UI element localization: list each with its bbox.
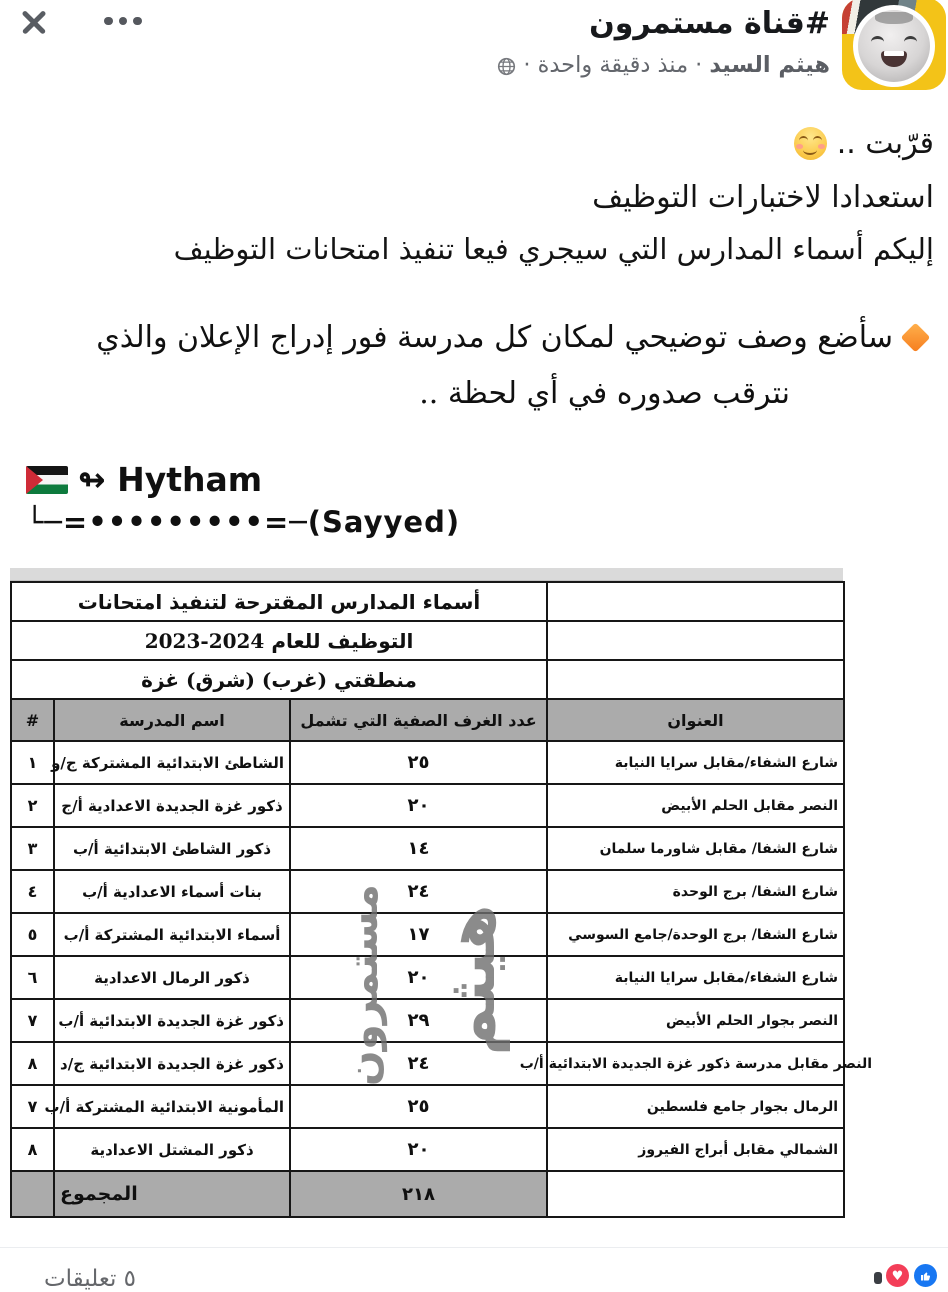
address-cell bbox=[547, 827, 844, 870]
address-cell bbox=[519, 1042, 873, 1085]
table-row bbox=[11, 827, 844, 870]
post-text-line: سأضع وصف توضيحي لمكان كل مدرسة فور إدراج الإعلان والذي bbox=[96, 320, 934, 355]
school-name-cell: ذكور المشتل الاعدادية bbox=[54, 1128, 290, 1171]
avatar-ring bbox=[853, 5, 935, 87]
channel-title[interactable]: #قناة مستمرون bbox=[589, 6, 830, 41]
table-title-cell: منطقتي (غرب) (شرق) غزة bbox=[11, 660, 547, 699]
address-text: شارع الشفا/ مقابل شاورما سلمان bbox=[599, 840, 839, 857]
rooms-count-cell: ٢٠ bbox=[290, 956, 547, 999]
blush-smile-emoji bbox=[794, 127, 827, 160]
row-number-cell: ٧ bbox=[11, 1085, 54, 1128]
table-title-empty-cell bbox=[547, 582, 844, 621]
row-number-cell: ٥ bbox=[11, 913, 54, 956]
address-cell bbox=[547, 1128, 844, 1171]
table-row bbox=[11, 784, 844, 827]
table-row bbox=[11, 1085, 844, 1128]
table-title-row bbox=[11, 621, 844, 660]
address-text: شارع الشفا/ برج الوحدة/جامع السوسي bbox=[568, 926, 839, 943]
table-total-row bbox=[11, 1171, 844, 1217]
rooms-count-cell: ١٤ bbox=[290, 827, 547, 870]
post-text-line: إليكم أسماء المدارس التي سيجري فيعا تنفيذ امتحانات التوظيف bbox=[173, 232, 934, 266]
row-number-cell: ٨ bbox=[11, 1042, 54, 1085]
total-address-empty-cell bbox=[547, 1171, 844, 1217]
more-dots-icon bbox=[104, 17, 113, 26]
row-number-cell: ٦ bbox=[11, 956, 54, 999]
meta-dot: · bbox=[523, 52, 531, 78]
timestamp[interactable]: منذ دقيقة واحدة bbox=[537, 52, 689, 78]
more-dots-icon bbox=[133, 17, 142, 26]
table-row bbox=[11, 956, 844, 999]
rooms-count-cell: ١٧ bbox=[290, 913, 547, 956]
table-row bbox=[11, 913, 844, 956]
watermark-haytham: هيثم bbox=[433, 904, 510, 1056]
signature-name: ↬ Hytham bbox=[78, 460, 263, 499]
table-header-row bbox=[11, 699, 844, 741]
schools-table bbox=[10, 581, 873, 1218]
table-title-empty-cell bbox=[547, 660, 844, 699]
total-empty-cell bbox=[11, 1171, 54, 1217]
post-text-line: قرّبت .. bbox=[784, 126, 934, 161]
table-row bbox=[11, 999, 844, 1042]
table-title-empty-cell bbox=[547, 621, 844, 660]
palestine-flag-emoji bbox=[26, 466, 68, 494]
school-name-cell: ذكور الرمال الاعدادية bbox=[54, 956, 290, 999]
row-number-cell: ١ bbox=[11, 741, 54, 784]
reaction-count-sliver bbox=[874, 1272, 882, 1284]
love-reaction-icon[interactable]: ♥ bbox=[885, 1263, 910, 1288]
table-title-cell: التوظيف للعام 2024-2023 bbox=[11, 621, 547, 660]
rooms-count-cell: ٢٤ bbox=[290, 870, 547, 913]
school-name-cell: ذكور غزة الجديدة الابتدائية ج/د bbox=[54, 1042, 290, 1085]
rooms-count-cell: ٢٤ bbox=[290, 1042, 547, 1085]
address-text: شارع الشفاء/مقابل سرايا النيابة bbox=[614, 969, 839, 986]
address-text: الرمال بجوار جامع فلسطين bbox=[646, 1098, 839, 1115]
like-reaction-icon[interactable] bbox=[913, 1263, 938, 1288]
table-top-sliver bbox=[10, 568, 843, 581]
table-title-row bbox=[11, 660, 844, 699]
address-text: النصر بجوار الحلم الأبيض bbox=[666, 1012, 839, 1029]
rooms-count-cell: ٢٠ bbox=[290, 784, 547, 827]
orange-diamond-emoji bbox=[901, 323, 931, 353]
close-button[interactable] bbox=[16, 4, 52, 40]
row-number-cell: ٣ bbox=[11, 827, 54, 870]
column-header-cell: اسم المدرسة bbox=[54, 699, 290, 741]
table-row bbox=[11, 870, 844, 913]
globe-privacy-icon bbox=[497, 57, 516, 76]
schools-table-image[interactable] bbox=[10, 568, 880, 1218]
school-name-cell: ذكور غزة الجديدة الاعدادية أ/ج bbox=[54, 784, 290, 827]
address-cell bbox=[547, 870, 844, 913]
laughing-baby-photo bbox=[858, 10, 930, 82]
school-name-cell: بنات أسماء الاعدادية أ/ب bbox=[54, 870, 290, 913]
column-header-cell: # bbox=[11, 699, 54, 741]
address-text: الشمالي مقابل أبراج الفيروز bbox=[638, 1141, 839, 1158]
author-name[interactable]: هيثم السيد bbox=[709, 52, 830, 78]
more-dots-icon bbox=[119, 17, 128, 26]
column-header-cell: العنوان bbox=[547, 699, 844, 741]
signature-decoration: └─=•••••••••=─(Sayyed) bbox=[26, 505, 461, 539]
school-name-cell: ذكور الشاطئ الابتدائية أ/ب bbox=[54, 827, 290, 870]
address-cell bbox=[547, 1085, 844, 1128]
more-options-button[interactable] bbox=[104, 8, 160, 34]
total-rooms-cell: ٢١٨ bbox=[290, 1171, 547, 1217]
channel-avatar[interactable] bbox=[842, 0, 946, 90]
address-text: النصر مقابل مدرسة ذكور غزة الجديدة الابتدائية أ/ب bbox=[519, 1055, 873, 1072]
watermark-mustamirron: مستمرون bbox=[338, 883, 387, 1087]
table-row bbox=[11, 1042, 844, 1085]
row-number-cell: ٨ bbox=[11, 1128, 54, 1171]
address-text: شارع الشفا/ برج الوحدة bbox=[672, 883, 839, 900]
address-text: النصر مقابل الحلم الأبيض bbox=[661, 797, 839, 814]
post-meta bbox=[497, 52, 830, 78]
rooms-count-cell: ٢٥ bbox=[290, 1085, 547, 1128]
post-text-line: نترقب صدوره في أي لحظة .. bbox=[419, 376, 790, 411]
row-number-cell: ٧ bbox=[11, 999, 54, 1042]
reactions-summary[interactable] bbox=[874, 1263, 938, 1288]
column-header-cell: عدد الغرف الصفية التي تشمل bbox=[290, 699, 547, 741]
school-name-cell: الشاطئ الابتدائية المشتركة ج/و bbox=[54, 741, 290, 784]
rooms-count-cell: ٢٠ bbox=[290, 1128, 547, 1171]
address-text: شارع الشفاء/مقابل سرايا النيابة bbox=[614, 754, 839, 771]
table-title-row bbox=[11, 582, 844, 621]
signature-line bbox=[26, 460, 262, 499]
comments-count[interactable]: ٥ تعليقات bbox=[44, 1266, 137, 1292]
address-cell bbox=[547, 913, 844, 956]
address-cell bbox=[547, 784, 844, 827]
rooms-count-cell: ٢٩ bbox=[290, 999, 547, 1042]
total-label-cell: المجموع bbox=[54, 1171, 290, 1217]
row-number-cell: ٤ bbox=[11, 870, 54, 913]
footer-divider bbox=[0, 1247, 948, 1248]
table-row bbox=[11, 1128, 844, 1171]
rooms-count-cell: ٢٥ bbox=[290, 741, 547, 784]
table-row bbox=[11, 741, 844, 784]
post-text-line: استعدادا لاختبارات التوظيف bbox=[592, 180, 934, 215]
school-name-cell: المأمونية الابتدائية المشتركة أ/ب bbox=[54, 1085, 290, 1128]
address-cell bbox=[547, 999, 844, 1042]
address-cell bbox=[547, 956, 844, 999]
row-number-cell: ٢ bbox=[11, 784, 54, 827]
school-name-cell: أسماء الابتدائية المشتركة أ/ب bbox=[54, 913, 290, 956]
school-name-cell: ذكور غزة الجديدة الابتدائية أ/ب bbox=[54, 999, 290, 1042]
address-cell bbox=[547, 741, 844, 784]
meta-dot: · bbox=[695, 52, 703, 78]
table-title-cell: أسماء المدارس المقترحة لتنفيذ امتحانات bbox=[11, 582, 547, 621]
